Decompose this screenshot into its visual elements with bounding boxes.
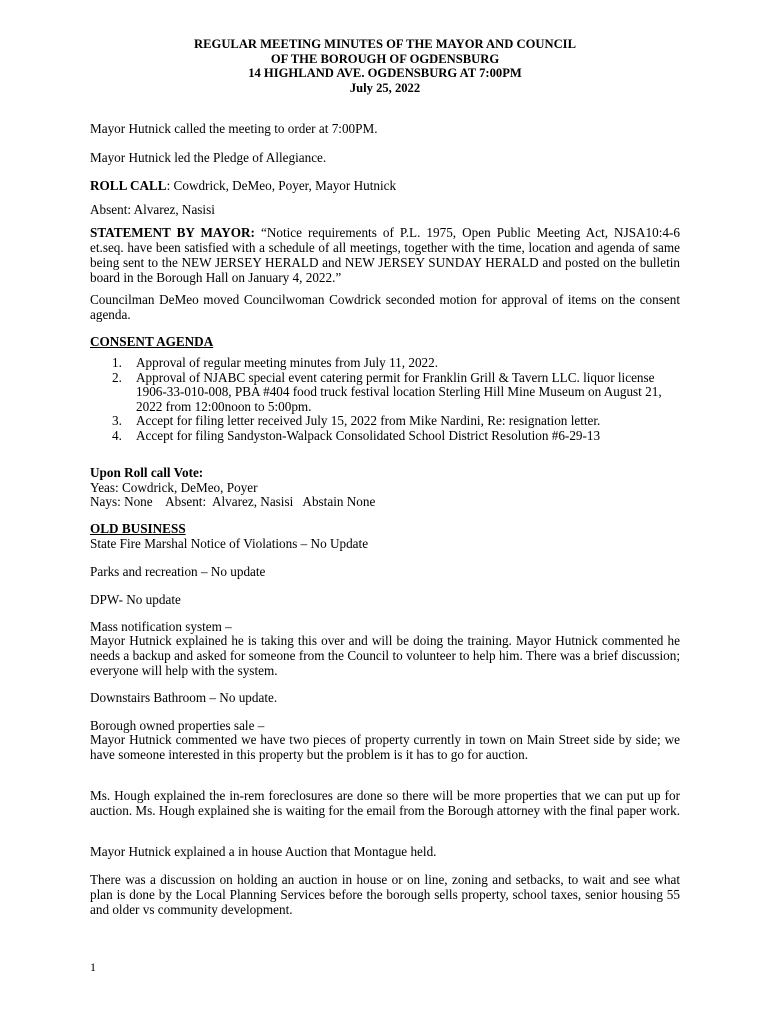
fire-marshal-text: State Fire Marshal Notice of Violations – No Update (90, 536, 369, 551)
property-sale-title: Borough owned properties sale – (90, 718, 265, 733)
yeas-text: Yeas: Cowdrick, DeMeo, Poyer (90, 480, 258, 495)
agenda-item-text: Accept for filing Sandyston-Walpack Consolidated School District Resolution #6-29-13 (136, 427, 601, 443)
header-date: July 25, 2022 (349, 80, 421, 95)
old-business-heading: OLD BUSINESS (90, 521, 186, 536)
header-title-line-1: REGULAR MEETING MINUTES OF THE MAYOR AND COUNCIL (194, 37, 576, 51)
called-to-order-text: Mayor Hutnick called the meeting to order at 7:00PM. (90, 121, 378, 136)
auction-discussion-paragraph: There was a discussion on holding an auction in house or on line, zoning and setbacks, to wait and see what plan is done by the Local Planning Services before the borough sells property, school taxes, senior housing 55 and older vs community development. (90, 872, 680, 917)
agenda-item-text: Approval of regular meeting minutes from July 11, 2022. (136, 355, 439, 370)
roll-call-members: : Cowdrick, DeMeo, Poyer, Mayor Hutnick (166, 178, 397, 193)
roll-call-label: ROLL CALL (90, 178, 167, 193)
agenda-item-text: Approval of NJABC special event catering permit for Franklin Grill & Tavern LLC. liquor license 1906-33-010-008, PBA #404 food truck festival location Sterling Hill Mine Museum on August 21, 2022 from 12:00noon to 5:00pm. (136, 369, 662, 414)
mass-notification-text: Mayor Hutnick explained he is taking this over and will be doing the training. Mayor Hutnick commented he needs a backup and asked for someone from the Council to volunteer to help him. There was a brief discussion; everyone will help with the system. (90, 633, 680, 678)
hough-paragraph: Ms. Hough explained the in-rem foreclosures are done so there will be more properties that we can put up for auction. Ms. Hough explained she is waiting for the email from the Borough attorney with the final paper work. (90, 788, 680, 818)
agenda-item-number: 2. (112, 369, 122, 385)
mayor-statement-paragraph (90, 225, 680, 285)
property-sale-text: Mayor Hutnick commented we have two pieces of property currently in town on Main Street side by side; we have someone interested in this property but the problem is it has to go for auction. (90, 732, 680, 762)
consent-agenda-heading: CONSENT AGENDA (90, 334, 214, 349)
nays-text: Nays: None Absent: Alvarez, Nasisi Abstain None (90, 494, 376, 509)
agenda-item (112, 414, 682, 429)
roll-call-vote-heading: Upon Roll call Vote: (90, 465, 204, 480)
agenda-item-number: 1. (112, 355, 122, 370)
dpw-text: DPW- No update (90, 592, 181, 607)
mass-notification-title: Mass notification system – (90, 619, 232, 634)
header-address-line: 14 HIGHLAND AVE. OGDENSBURG AT 7:00PM (248, 66, 522, 80)
in-house-auction-text: Mayor Hutnick explained a in house Auction that Montague held. (90, 844, 437, 859)
agenda-item (112, 429, 682, 444)
mayor-statement-label: STATEMENT BY MAYOR: (90, 225, 255, 240)
roll-call-line (90, 178, 680, 193)
agenda-item (112, 371, 682, 415)
agenda-item-number: 3. (112, 413, 122, 429)
consent-agenda-list (112, 356, 682, 444)
consent-motion-text: Councilman DeMeo moved Councilwoman Cowdrick seconded motion for approval of items on the consent agenda. (90, 292, 680, 322)
page-number: 1 (90, 960, 96, 974)
header-title-line-2: OF THE BOROUGH OF OGDENSBURG (270, 51, 500, 66)
document-header (0, 37, 770, 95)
absent-text: Absent: Alvarez, Nasisi (90, 202, 215, 217)
agenda-item-text: Accept for filing letter received July 15, 2022 from Mike Nardini, Re: resignation letter. (136, 413, 601, 429)
pledge-text: Mayor Hutnick led the Pledge of Allegiance. (90, 150, 327, 165)
agenda-item (112, 356, 682, 371)
mayor-statement-text: “Notice requirements of P.L. 1975, Open Public Meeting Act, NJSA10:4-6 et.seq. have been satisfied with a schedule of all meetings, together with the time, location and agenda of same being sent to the NEW JERSEY HERALD and NEW JERSEY SUNDAY HERALD and posted on the bulletin board in the Borough Hall on January 4, 2022.” (90, 225, 680, 285)
agenda-item-number: 4. (112, 427, 122, 443)
parks-text: Parks and recreation – No update (90, 564, 266, 579)
bathroom-text: Downstairs Bathroom – No update. (90, 690, 278, 705)
